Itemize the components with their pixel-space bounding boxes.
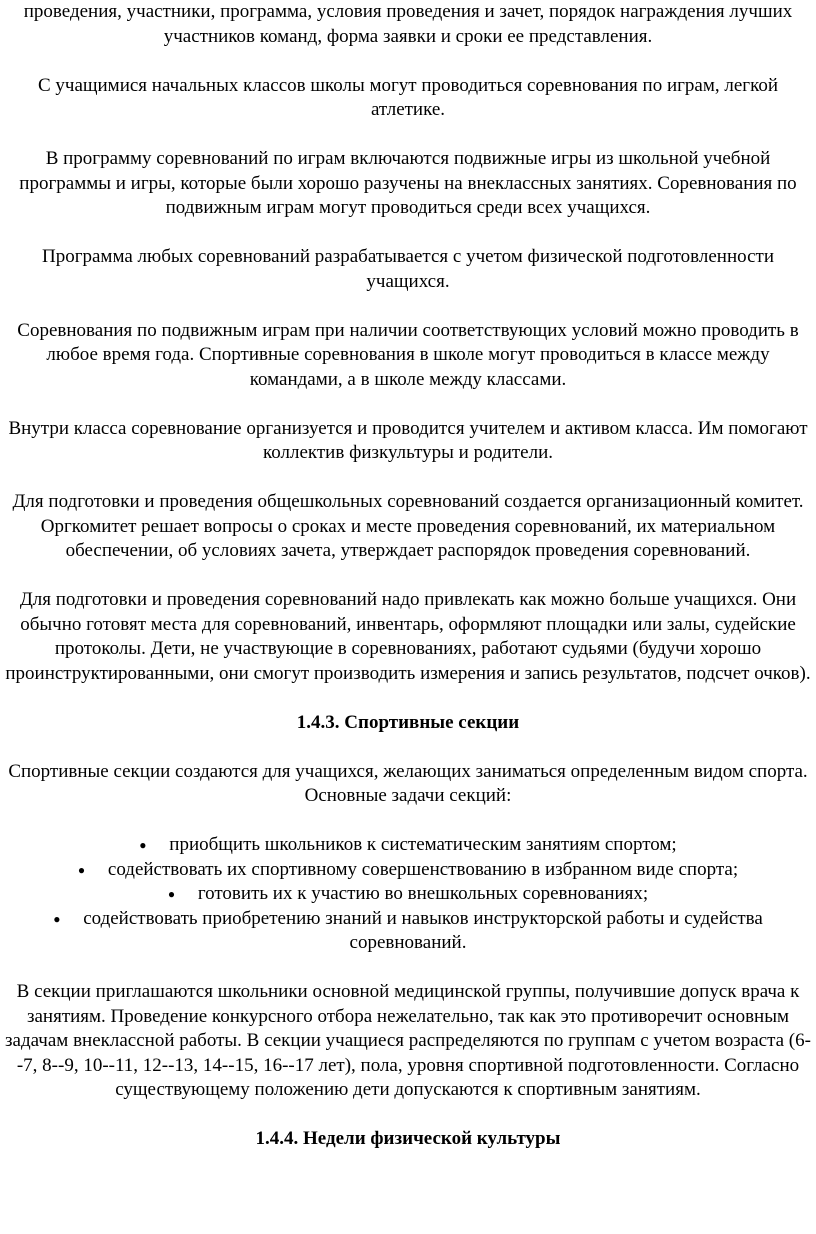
list-item <box>4 882 812 907</box>
section-heading-sports-sections: 1.4.3. Спортивные секции <box>296 711 520 733</box>
paragraph-program-development: Программа любых соревнований разрабатывается с учетом физической подготовленности учащихся. <box>41 246 775 292</box>
paragraph-gap <box>4 1103 812 1128</box>
list-item-text: готовить их к участию во внешкольных соревнованиях; <box>197 883 649 904</box>
paragraph-any-season: Соревнования по подвижным играм при наличии соответствующих условий можно проводить в любое время года. Спортивные соревнования в школе могут проводиться в классе между командами, а в школе между классами. <box>17 319 799 390</box>
list-item-text: приобщить школьников к систематическим занятиям спортом; <box>169 834 677 855</box>
list-item <box>4 858 812 883</box>
sections-tasks-list <box>4 833 812 956</box>
paragraph-gap <box>4 735 812 760</box>
paragraph-student-involvement: Для подготовки и проведения соревнований надо привлекать как можно больше учащихся. Они обычно готовят места для соревнований, инвентарь, оформляют площадки или залы, судейские протоколы. Дети, не участвующие в соревнованиях, работают судьями (будучи хорошо проинструктированными, они смогут производить измерения и запись результатов, подсчет очков). <box>5 589 811 684</box>
paragraph-organizing-committee: Для подготовки и проведения общешкольных соревнований создается организационный комитет. Оргкомитет решает вопросы о сроках и месте проведения соревнований, их материальном обеспечении, об условиях зачета, утверждает распорядок проведения соревнований. <box>12 491 804 561</box>
paragraph-competition-regulations: проведения, участники, программа, условия проведения и зачет, порядок награждения лучших участников команд, форма заявки и сроки ее представления. <box>23 1 793 47</box>
paragraph-gap <box>4 294 812 319</box>
bullet-icon: ● <box>139 838 147 852</box>
section-heading-pe-weeks: 1.4.4. Недели физической культуры <box>255 1128 561 1149</box>
list-item-text: содействовать приобретению знаний и навыков инструкторской работы и судейства соревнований. <box>83 907 763 953</box>
paragraph-games-program: В программу соревнований по играм включаются подвижные игры из школьной учебной программы и игры, которые были хорошо разучены на внеклассных занятиях. Соревнования по подвижным играм могут проводиться среди всех учащихся. <box>19 148 797 218</box>
list-item <box>4 833 812 858</box>
paragraph-gap <box>4 221 812 246</box>
list-item <box>4 907 812 956</box>
paragraph-gap <box>4 564 812 589</box>
bullet-icon: ● <box>53 911 61 926</box>
paragraph-gap <box>4 686 812 711</box>
bullet-icon: ● <box>77 862 86 877</box>
paragraph-gap <box>4 123 812 148</box>
paragraph-gap <box>4 466 812 491</box>
paragraph-gap <box>4 49 812 74</box>
bullet-icon: ● <box>167 887 176 901</box>
paragraph-sections-enrollment: В секции приглашаются школьники основной медицинской группы, получившие допуск врача к занятиям. Проведение конкурсного отбора нежелательно, так как это противоречит основным задачам внеклассной работы. В секции учащиеся распределяются по группам с учетом возраста (6--7, 8--9, 10--11, 12--13, 14--15, 16--17 лет), пола, уровня спортивной подготовленности. Согласно существующему положению дети допускаются к спортивным занятиям. <box>5 981 811 1100</box>
paragraph-gap <box>4 809 812 834</box>
paragraph-gap <box>4 392 812 417</box>
paragraph-gap <box>4 956 812 981</box>
paragraph-sections-intro: Спортивные секции создаются для учащихся, желающих заниматься определенным видом спорта. Основные задачи секций: <box>8 760 808 806</box>
paragraph-class-competition: Внутри класса соревнование организуется и проводится учителем и активом класса. Им помогают коллектив физкультуры и родители. <box>8 417 808 463</box>
list-item-text: содействовать их спортивному совершенствованию в избранном виде спорта; <box>107 858 739 880</box>
paragraph-primary-classes: С учащимися начальных классов школы могут проводиться соревнования по играм, легкой атлетике. <box>37 74 779 120</box>
